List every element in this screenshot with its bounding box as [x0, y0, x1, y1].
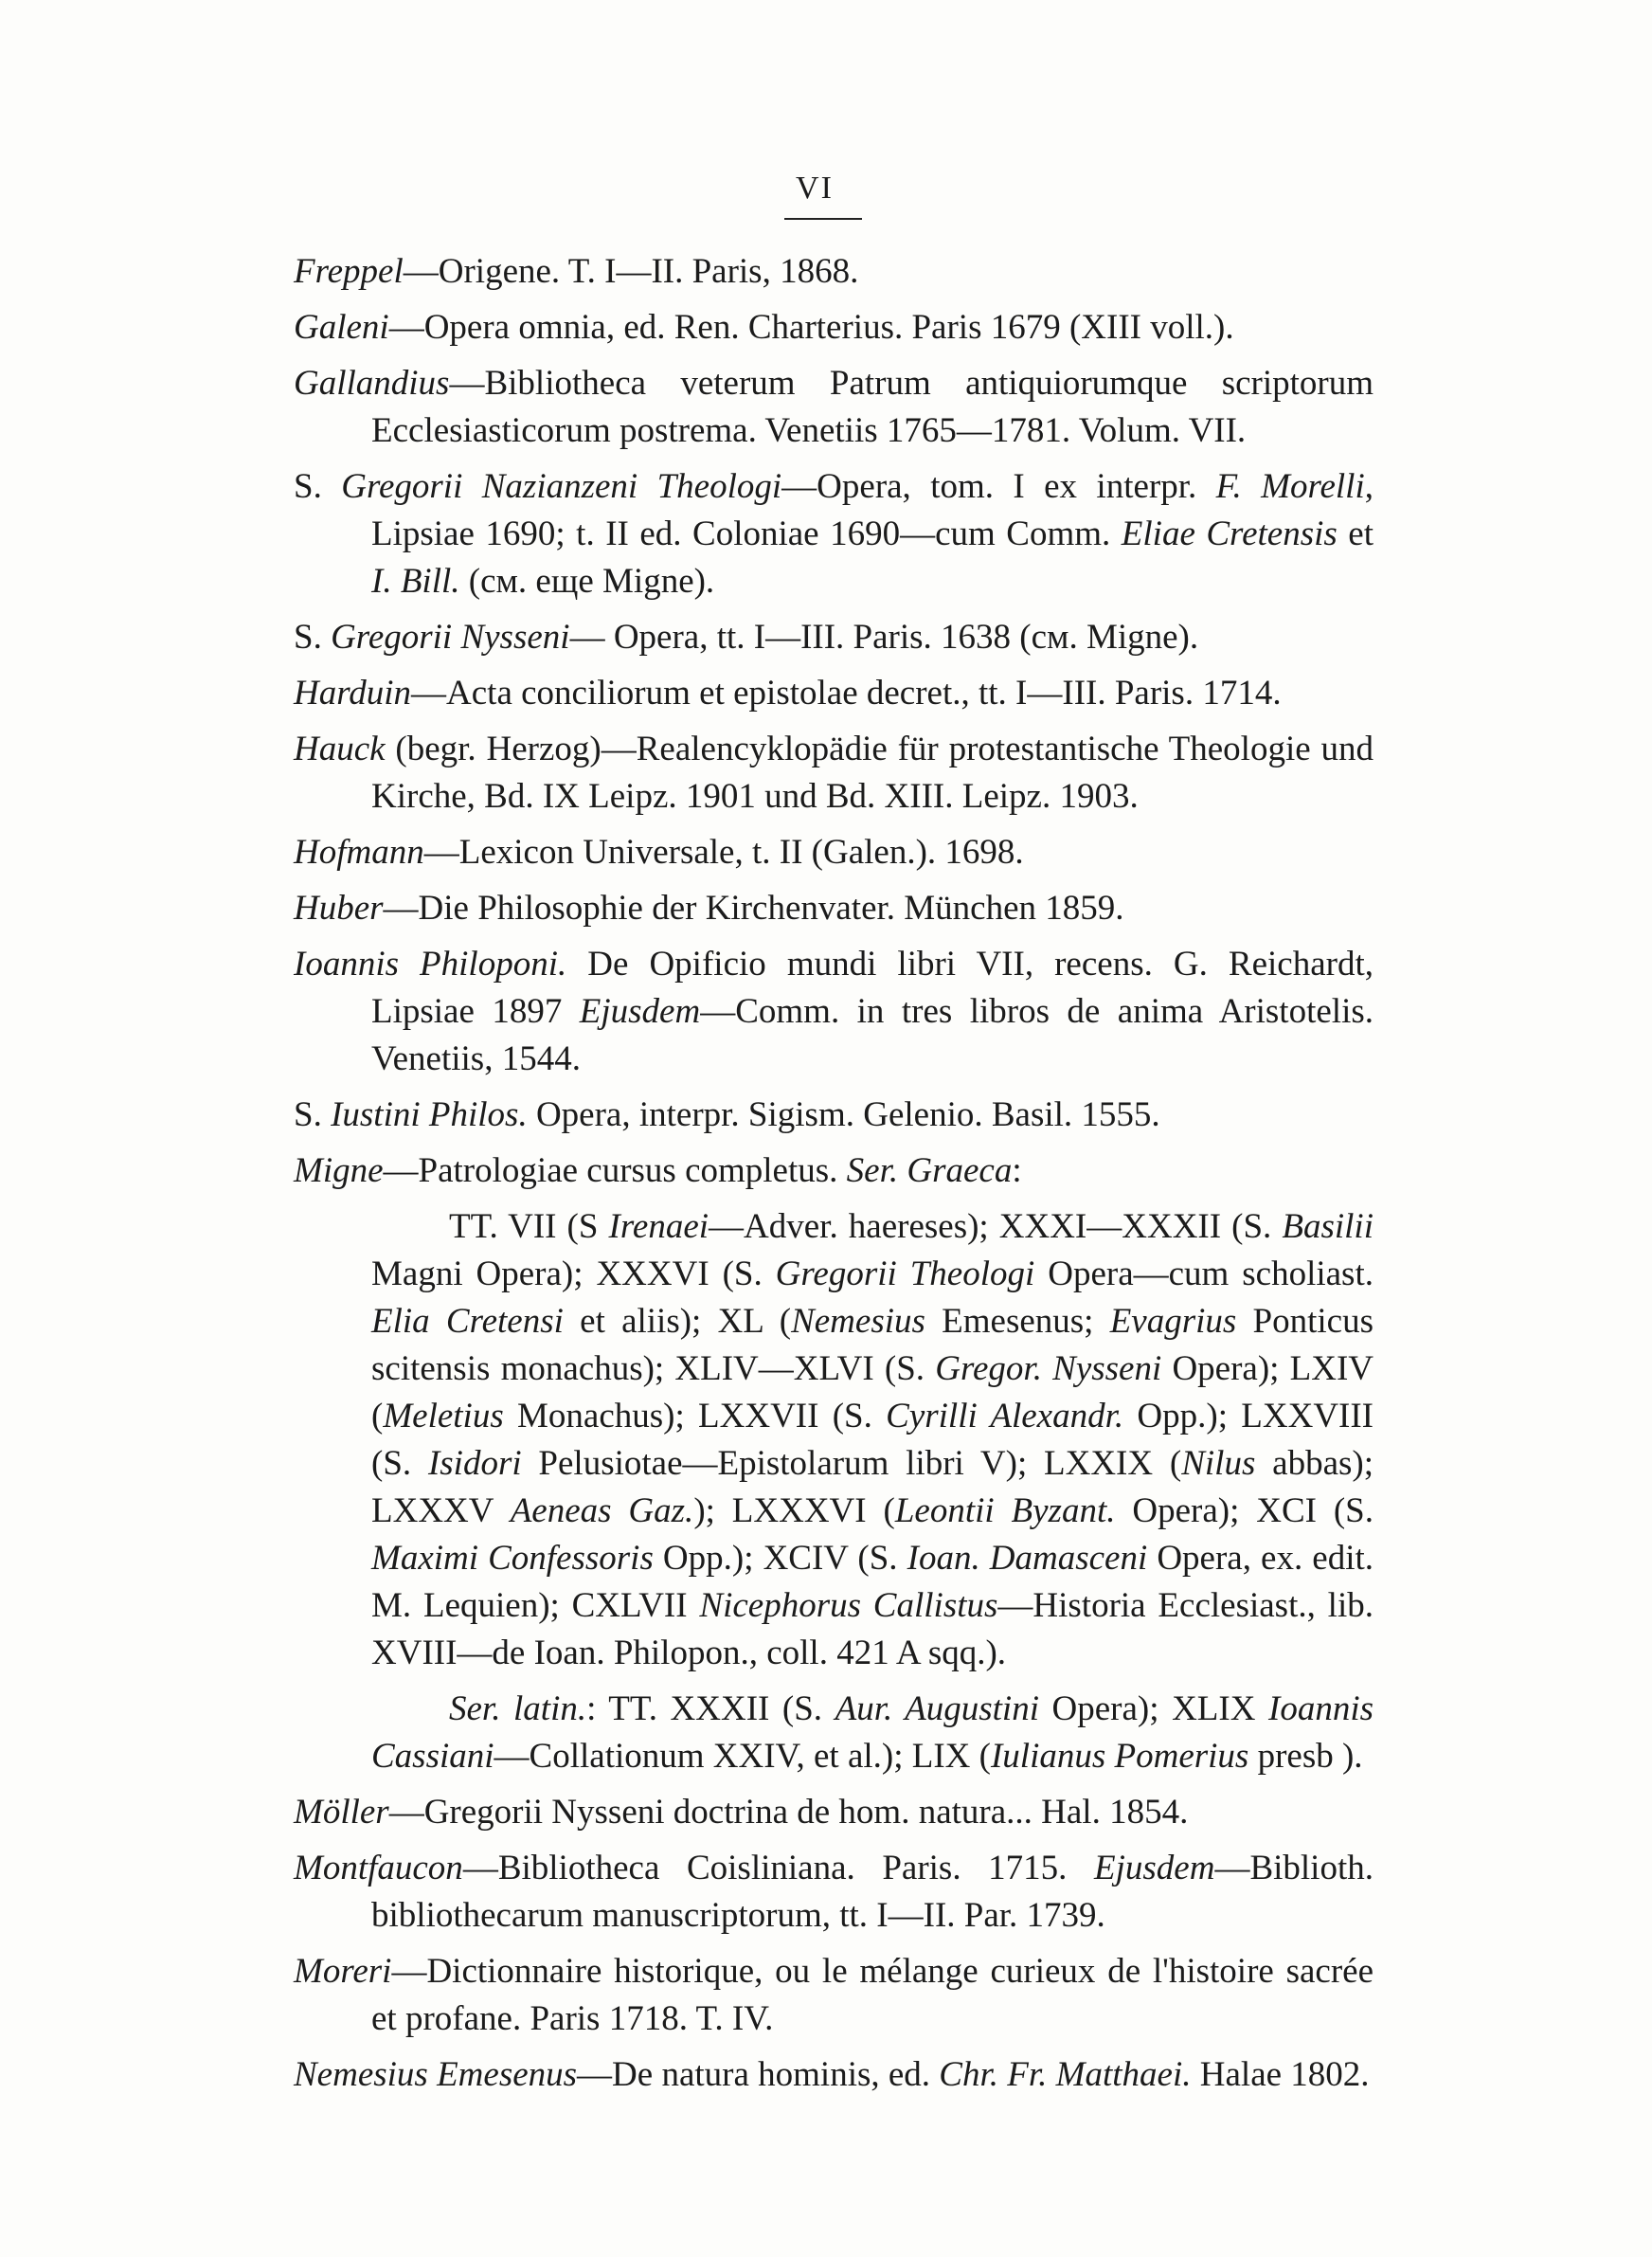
- entry-author: Migne: [294, 1151, 384, 1190]
- entry-author: Gregorii Nysseni: [331, 618, 570, 657]
- entry-author: Gregorii Nazianzeni Theologi: [341, 467, 782, 506]
- bibliography-entry: Nemesius Emesenus—De natura hominis, ed. Chr. Fr. Matthaei. Halae 1802.: [294, 2055, 1370, 2094]
- entry-author: Moreri: [294, 1952, 392, 1991]
- migne-graeca-volumes: TT. VII (S Irenaei—Adver. haereses); XXXI—XXXII (S. Basilii Magni Opera); XXXVI (S. Gregorii Theologi Opera—cum scholiast. Elia Cretensi et aliis); XL (Nemesius Emesenus; Evagrius Ponticus scitensis monachus); XLIV—XLVI (S. Gregor. Nysseni Opera); LXIV (Meletius Monachus); LXXVII (S. Cyrilli Alexandr. Opp.); LXXVIII (S. Isidori Pelusiotae—Epistolarum libri V); LXXIX (Nilus abbas); LXXXV Aeneas Gaz.); LXXXVI (Leontii Byzant. Opera); XCI (S. Maximi Confessoris Opp.); XCIV (S. Ioan. Damasceni Opera, ex. edit. M. Lequien); CXLVII Nicephorus Callistus—Historia Ecclesiast., lib. XVIII—de Ioan. Philopon., coll. 421 A sqq.).: [371, 1207, 1374, 1672]
- bibliography-entry: Hofmann—Lexicon Universale, t. II (Galen.). 1698.: [294, 833, 1024, 872]
- entry-author: Möller: [294, 1793, 389, 1832]
- bibliography-entry: Harduin—Acta conciliorum et epistolae decret., tt. I—III. Paris. 1714.: [294, 674, 1282, 713]
- bibliography-entry: S. Gregorii Nysseni— Opera, tt. I—III. Paris. 1638 (cм. Migne).: [294, 618, 1199, 657]
- bibliography-entry: Montfaucon—Bibliotheca Coisliniana. Paris. 1715. Ejusdem—Biblioth. bibliothecarum manuscriptorum, tt. I—II. Par. 1739.: [294, 1849, 1374, 1935]
- bibliography-entry: Moreri—Dictionnaire historique, ou le mélange curieux de l'histoire sacrée et profane. Paris 1718. T. IV.: [294, 1952, 1374, 2038]
- entry-author: Galeni: [294, 308, 389, 347]
- page-number: VI: [796, 171, 834, 206]
- migne-latina-volumes: Ser. latin.: TT. XXXII (S. Aur. Augustini Opera); XLIX Ioannis Cassiani—Collationum XXIV, et al.); LIX (Iulianus Pomerius presb ).: [371, 1689, 1374, 1776]
- bibliography-entry: S. Iustini Philos. Opera, interpr. Sigism. Gelenio. Basil. 1555.: [294, 1095, 1160, 1134]
- entry-author: Montfaucon: [294, 1849, 463, 1887]
- bibliography-entry: S. Gregorii Nazianzeni Theologi—Opera, tom. I ex interpr. F. Morelli, Lipsiae 1690; t. II ed. Coloniae 1690—cum Comm. Eliae Cretensis et I. Bill. (cм. еще Migne).: [294, 467, 1374, 601]
- entry-author: Hofmann: [294, 833, 424, 872]
- bibliography-entry: Hauck (begr. Herzog)—Realencyklopädie für protestantische Theologie und Kirche, Bd. IX Leipz. 1901 und Bd. XIII. Leipz. 1903.: [294, 730, 1374, 816]
- entry-author: Huber: [294, 889, 384, 928]
- entry-author: Freppel: [294, 252, 404, 291]
- bibliography-entry: Ioannis Philoponi. De Opificio mundi libri VII, recens. G. Reichardt, Lipsiae 1897 Ejusdem—Comm. in tres libros de anima Aristotelis. Venetiis, 1544.: [294, 945, 1374, 1078]
- bibliography-list: [294, 248, 1374, 2107]
- bibliography-entry: Galeni—Opera omnia, ed. Ren. Charterius. Paris 1679 (XIII voll.).: [294, 308, 1234, 347]
- entry-author: Nemesius Emesenus: [294, 2055, 578, 2094]
- bibliography-entry: Huber—Die Philosophie der Kirchenvater. München 1859.: [294, 889, 1124, 928]
- bibliography-entry: Gallandius—Bibliotheca veterum Patrum antiquiorumque scriptorum Ecclesiasticorum postrema. Venetiis 1765—1781. Volum. VII.: [294, 364, 1374, 450]
- entry-author: Harduin: [294, 674, 412, 713]
- bibliography-entry: Möller—Gregorii Nysseni doctrina de hom. natura... Hal. 1854.: [294, 1793, 1189, 1832]
- entry-author: Gallandius: [294, 364, 450, 403]
- page-number-rule: [784, 218, 862, 220]
- entry-author: Iustini Philos.: [331, 1095, 528, 1134]
- bibliography-entry: Migne—Patrologiae cursus completus. Ser. Graeca:: [294, 1151, 1022, 1190]
- bibliography-entry: Freppel—Origene. T. I—II. Paris, 1868.: [294, 252, 859, 291]
- entry-author: Hauck: [294, 730, 386, 768]
- entry-author: Ioannis Philoponi.: [294, 945, 567, 984]
